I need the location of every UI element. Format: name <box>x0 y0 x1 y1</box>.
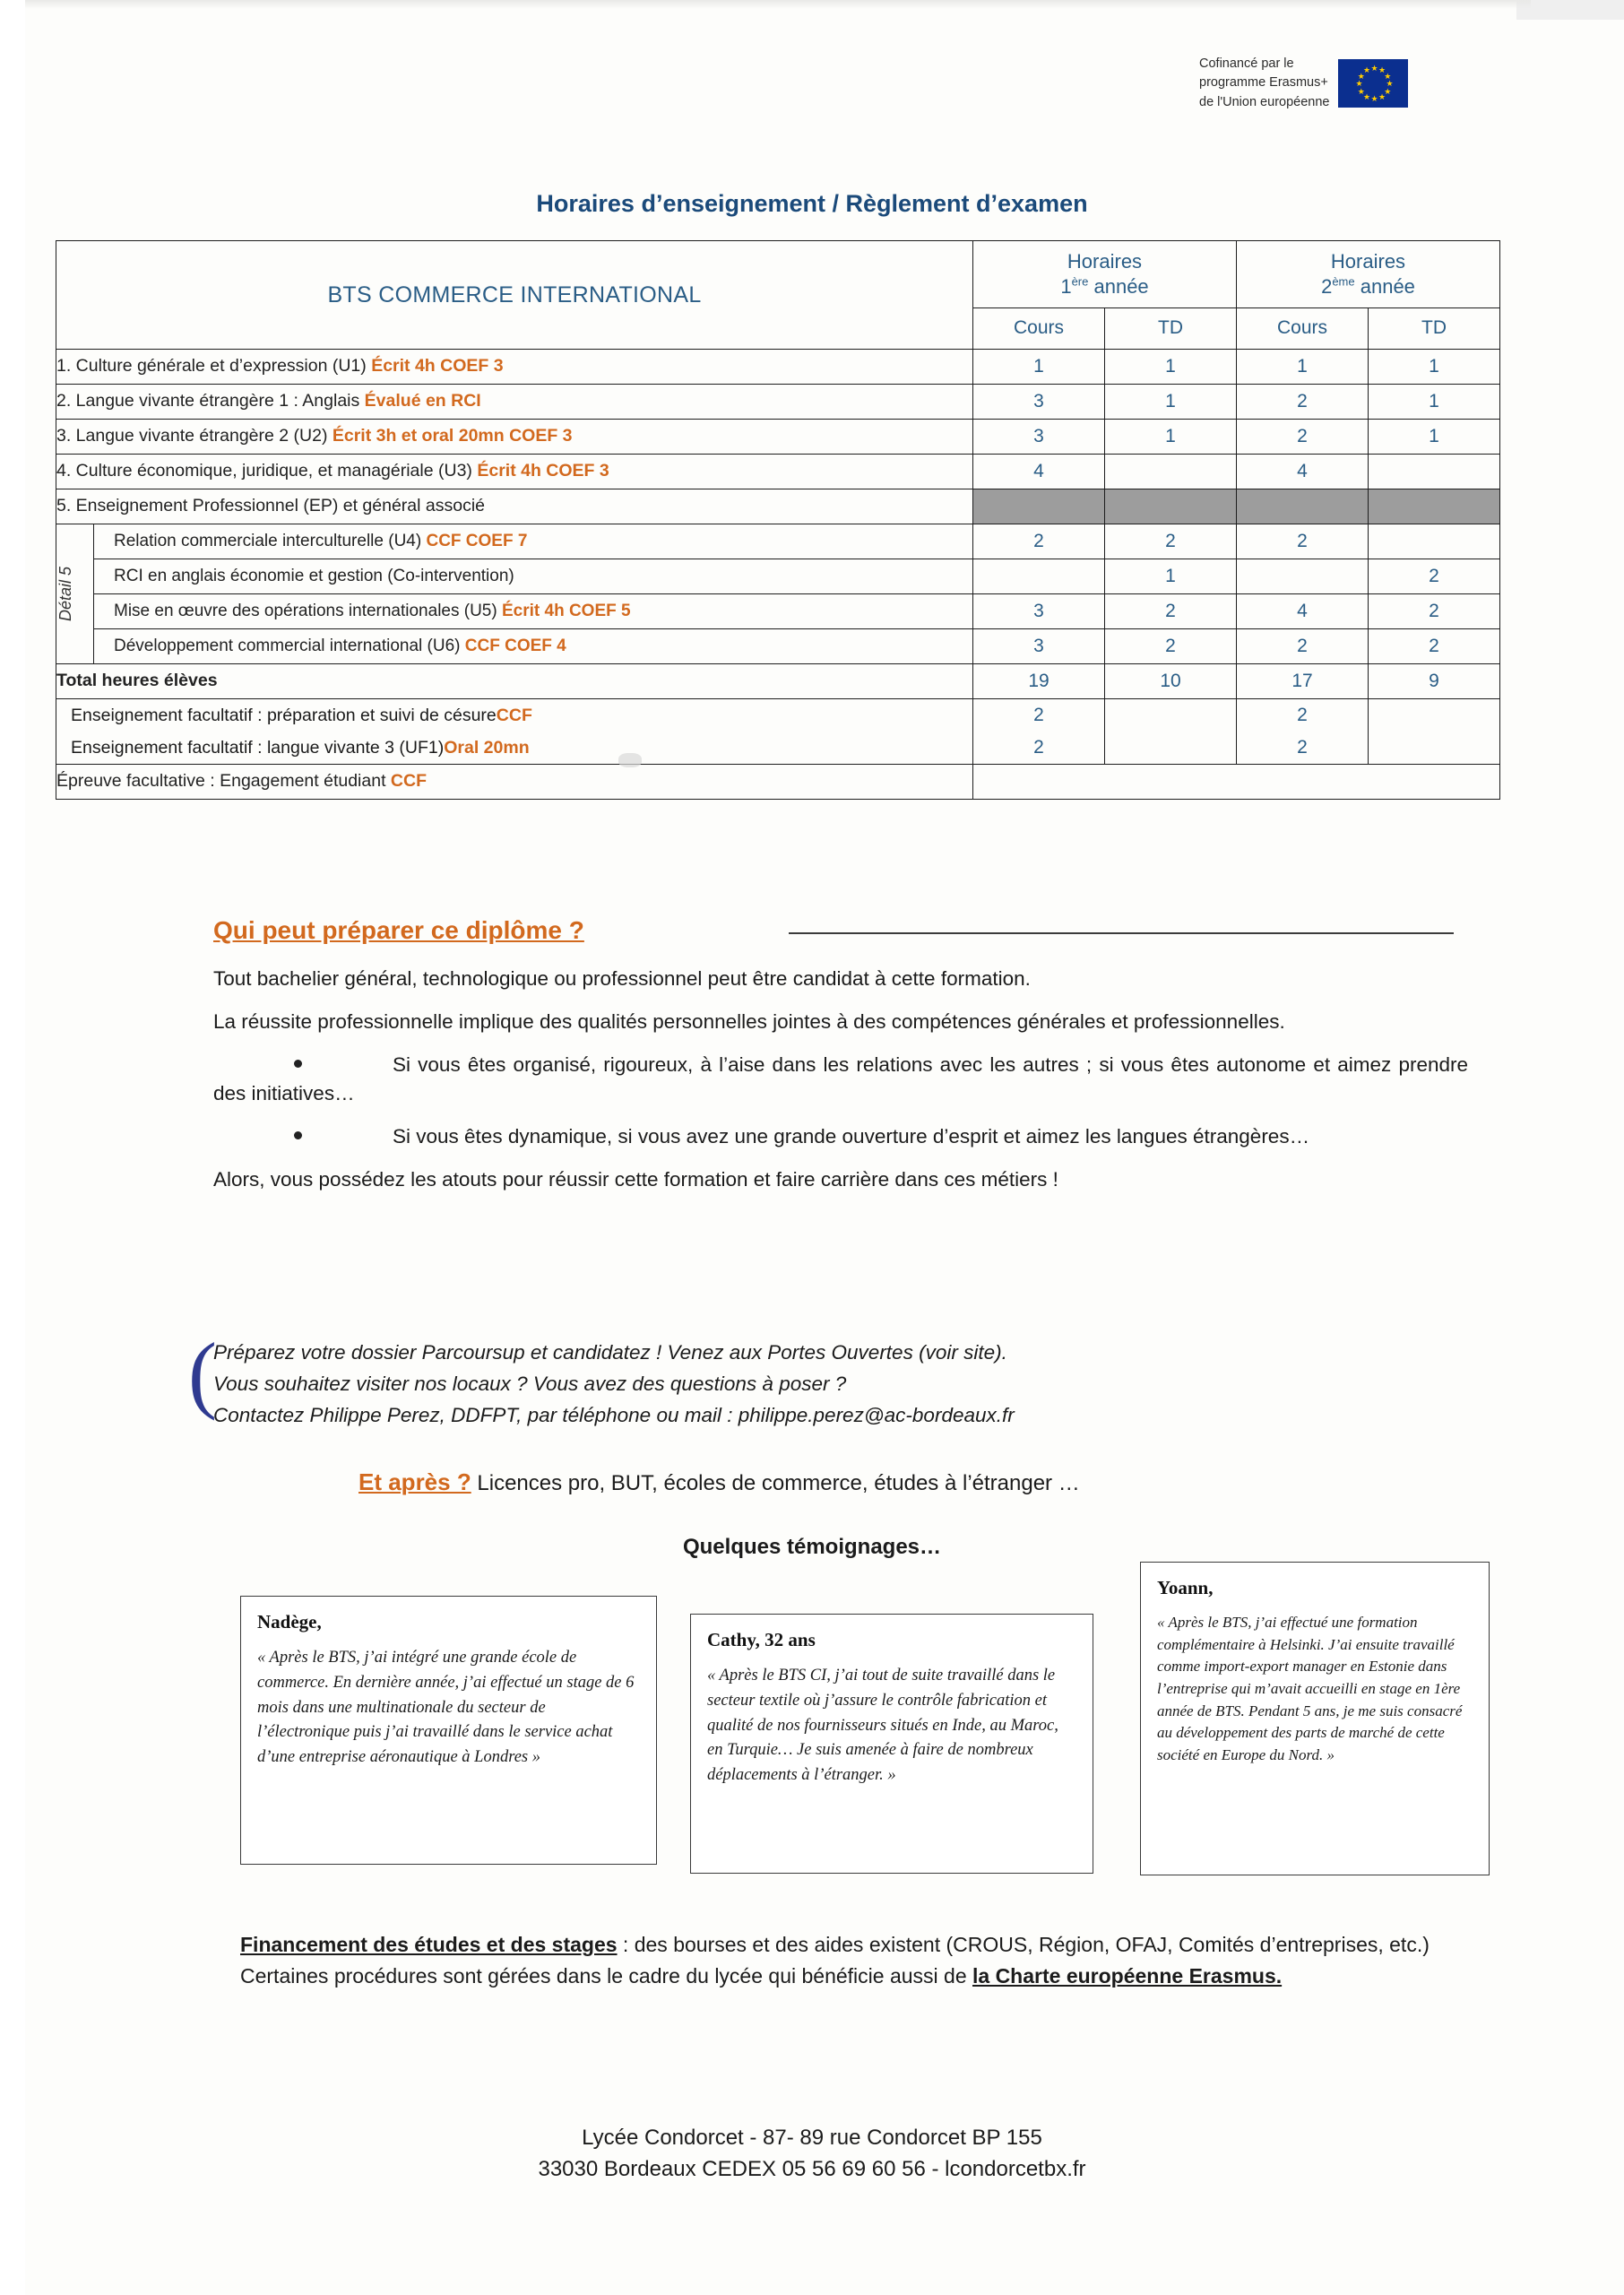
optional-2-c1: 2 <box>1033 737 1044 758</box>
row-label-1 <box>56 350 973 385</box>
testimonial-quote: « Après le BTS CI, j’ai tout de suite travaillé dans le secteur textile où j’assure le contrôle fabrication et qualité de nos fournisseurs situés en Inde, au Maroc, en Turquie… Je suis amenée à faire de nombreux déplacements à l’étranger. » <box>707 1667 1058 1784</box>
optional-label-1-accent: CCF <box>496 705 532 725</box>
row-4-c2: 4 <box>1237 455 1369 489</box>
total-c1: 19 <box>973 664 1105 699</box>
optional-1-t1 <box>1105 699 1236 732</box>
contact-line-3: Contactez Philippe Perez, DDFPT, par téléphone ou mail : philippe.perez@ac-bordeaux.fr <box>213 1403 1015 1426</box>
section-et-apres <box>358 1468 1479 1496</box>
row-ep-c1 <box>973 489 1105 524</box>
row-label-4 <box>56 455 973 489</box>
qui-bullet-list <box>213 1051 1468 1151</box>
testimonial-card <box>1140 1562 1490 1875</box>
testimonial-card <box>240 1596 657 1865</box>
row-label-4-accent: Écrit 4h COEF 3 <box>477 461 609 481</box>
eu-star-icon: ★ <box>1362 65 1371 75</box>
optional-labels <box>56 699 973 765</box>
section-qui-peut-preparer <box>213 916 1468 1208</box>
row-3-t2: 1 <box>1369 420 1500 455</box>
header-year-2 <box>1237 241 1500 308</box>
contact-line-1: Préparez votre dossier Parcoursup et candidatez ! Venez aux Portes Ouvertes (voir site). <box>213 1341 1007 1364</box>
table-row <box>56 455 1500 489</box>
erasmus-caption <box>1199 55 1329 111</box>
table-row <box>56 420 1500 455</box>
table-row-optional <box>56 699 1500 765</box>
testimonial-card <box>690 1614 1093 1874</box>
row-label-2-plain: 2. Langue vivante étrangère 1 : Anglais <box>56 391 365 411</box>
contact-block <box>188 1325 1459 1432</box>
row-4-t1 <box>1105 455 1237 489</box>
header-year-1-label: Horaires <box>1067 250 1143 273</box>
table-header-row-1 <box>56 241 1500 308</box>
header-y2-cours: Cours <box>1237 307 1369 349</box>
detail-4-c1: 3 <box>973 629 1105 664</box>
temoignages-heading: Quelques témoignages… <box>682 1535 942 1559</box>
footer-line-2: 33030 Bordeaux CEDEX 05 56 69 60 56 - lcondorcetbx.fr <box>538 2156 1086 2181</box>
eu-star-icon: ★ <box>1378 65 1386 75</box>
detail-label-2: RCI en anglais économie et gestion (Co-intervention) <box>94 559 973 594</box>
schedule-table <box>56 240 1500 800</box>
row-ep-c2 <box>1237 489 1369 524</box>
bullet-dot-icon <box>294 1131 302 1139</box>
row-ep-t1 <box>1105 489 1237 524</box>
detail-label-3-plain: Mise en œuvre des opérations internationales (U5) <box>114 601 502 620</box>
row-label-3-accent: Écrit 3h et oral 20mn COEF 3 <box>332 426 573 446</box>
eu-star-icon: ★ <box>1357 86 1365 96</box>
row-label-3-plain: 3. Langue vivante étrangère 2 (U2) <box>56 426 333 446</box>
row-1-c2: 1 <box>1237 350 1369 385</box>
header-y1-td: TD <box>1105 307 1237 349</box>
row-label-1-accent: Écrit 4h COEF 3 <box>371 356 504 377</box>
qui-bullet-1: Si vous êtes organisé, rigoureux, à l’aise dans les relations avec les autres ; si vous êtes autonome et aimez prendre des initiatives… <box>213 1052 1468 1104</box>
heading-underline-rule <box>789 932 1454 934</box>
eu-star-icon: ★ <box>1370 94 1378 103</box>
section-financement <box>240 1929 1495 1991</box>
optional-1-t2 <box>1369 699 1499 732</box>
erasmus-line-1: Cofinancé par le <box>1199 56 1294 72</box>
optional-label-1 <box>56 699 972 732</box>
detail-2-t2: 2 <box>1369 559 1500 594</box>
detail-2-c2 <box>1237 559 1369 594</box>
erasmus-line-2: programme Erasmus+ <box>1199 75 1328 91</box>
detail-1-t1: 2 <box>1105 524 1237 559</box>
table-row <box>56 385 1500 420</box>
eu-star-icon: ★ <box>1357 71 1365 81</box>
row-2-t1: 1 <box>1105 385 1237 420</box>
eu-flag-icon <box>1338 59 1408 108</box>
scan-smudge <box>618 753 642 767</box>
optional-c1-stack <box>973 699 1105 765</box>
eu-star-icon: ★ <box>1384 86 1392 96</box>
page-left-margin <box>0 0 25 2295</box>
row-4-c1: 4 <box>973 455 1105 489</box>
optional-c2-stack <box>1237 699 1369 765</box>
financement-heading: Financement des études et des stages <box>240 1933 618 1956</box>
curly-brace-icon: ( <box>188 1325 217 1421</box>
row-2-t2: 1 <box>1369 385 1500 420</box>
detail-label-3 <box>94 594 973 629</box>
row-2-c2: 2 <box>1237 385 1369 420</box>
row-1-c1: 1 <box>973 350 1105 385</box>
optional-1-c1: 2 <box>1033 705 1044 725</box>
row-1-t1: 1 <box>1105 350 1237 385</box>
optional-2-c2: 2 <box>1297 737 1308 758</box>
table-corner-title: BTS COMMERCE INTERNATIONAL <box>56 241 973 350</box>
detail-1-t2 <box>1369 524 1500 559</box>
detail-label-3-accent: Écrit 4h COEF 5 <box>501 601 631 620</box>
last-row-empty <box>973 765 1500 800</box>
detail-3-t2: 2 <box>1369 594 1500 629</box>
header-y2-td: TD <box>1369 307 1500 349</box>
detail-5-side-label <box>56 524 94 664</box>
footer-address <box>0 2123 1624 2186</box>
table-row-ep <box>56 489 1500 524</box>
schedule-table-wrapper <box>56 240 1500 800</box>
detail-4-c2: 2 <box>1237 629 1369 664</box>
list-item <box>213 1122 1468 1151</box>
contact-line-2: Vous souhaitez visiter nos locaux ? Vous avez des questions à poser ? <box>213 1372 847 1395</box>
et-apres-text: Licences pro, BUT, écoles de commerce, études à l’étranger … <box>471 1471 1080 1495</box>
detail-4-t1: 2 <box>1105 629 1237 664</box>
testimonial-author: Yoann, <box>1157 1577 1214 1598</box>
qui-paragraph-2: La réussite professionnelle implique des qualités personnelles jointes à des compétences générales et professionnelles. <box>213 1009 1285 1033</box>
section-heading-qui: Qui peut préparer ce diplôme ? <box>213 916 584 944</box>
last-row-label <box>56 765 973 800</box>
detail-label-1-plain: Relation commerciale interculturelle (U4) <box>114 531 427 550</box>
last-row-label-accent: CCF <box>390 771 427 792</box>
testimonial-author: Cathy, 32 ans <box>707 1629 816 1650</box>
optional-t2-stack <box>1369 699 1500 765</box>
optional-label-2-plain: Enseignement facultatif : langue vivante 3 (UF1) <box>71 737 445 758</box>
table-row <box>56 629 1500 664</box>
table-row-last <box>56 765 1500 800</box>
scan-shadow <box>25 0 1531 9</box>
total-t2: 9 <box>1369 664 1500 699</box>
row-label-2-accent: Évalué en RCI <box>364 391 481 411</box>
optional-label-2-accent: Oral 20mn <box>444 737 530 758</box>
detail-2-t1: 1 <box>1105 559 1237 594</box>
eu-star-icon: ★ <box>1355 79 1363 88</box>
erasmus-line-3: de l'Union européenne <box>1199 94 1330 109</box>
detail-label-4 <box>94 629 973 664</box>
qui-paragraph-3: Alors, vous possédez les atouts pour réussir cette formation et faire carrière dans ces métiers ! <box>213 1167 1058 1191</box>
header-y1-cours: Cours <box>973 307 1105 349</box>
qui-bullet-2: Si vous êtes dynamique, si vous avez une grande ouverture d’esprit et aimez les langues étrangères… <box>393 1124 1310 1148</box>
bullet-dot-icon <box>294 1060 302 1068</box>
scan-artifact-top-right <box>1516 0 1624 20</box>
row-4-t2 <box>1369 455 1500 489</box>
optional-1-c2: 2 <box>1297 705 1308 725</box>
eu-star-icon: ★ <box>1370 64 1378 73</box>
row-2-c1: 3 <box>973 385 1105 420</box>
row-label-3 <box>56 420 973 455</box>
detail-3-c2: 4 <box>1237 594 1369 629</box>
list-item <box>213 1051 1468 1108</box>
total-c2: 17 <box>1237 664 1369 699</box>
row-label-ep: 5. Enseignement Professionnel (EP) et général associé <box>56 489 973 524</box>
row-3-c2: 2 <box>1237 420 1369 455</box>
total-label: Total heures élèves <box>56 664 973 699</box>
erasmus-logo-block <box>1199 47 1441 120</box>
charte-erasmus-link[interactable]: la Charte européenne Erasmus. <box>972 1963 1283 1988</box>
table-row <box>56 350 1500 385</box>
detail-3-c1: 3 <box>973 594 1105 629</box>
row-label-4-plain: 4. Culture économique, juridique, et managériale (U3) <box>56 461 478 481</box>
row-label-1-plain: 1. Culture générale et d’expression (U1) <box>56 356 372 377</box>
testimonial-author: Nadège, <box>257 1611 322 1632</box>
testimonial-quote: « Après le BTS, j’ai effectué une formation complémentaire à Helsinki. J’ai ensuite travaillé comme import-export manager en Estonie dans l’entreprise qui m’avait accueilli en stage en 1ère année de BTS. Pendant 5 ans, je me suis consacré au développement des parts de marché de cette société en Europe du Nord. » <box>1157 1614 1463 1763</box>
last-row-label-plain: Épreuve facultative : Engagement étudiant <box>56 771 391 792</box>
detail-1-c2: 2 <box>1237 524 1369 559</box>
eu-star-icon: ★ <box>1384 71 1392 81</box>
table-row <box>56 559 1500 594</box>
table-row <box>56 594 1500 629</box>
page-title: Horaires d’enseignement / Règlement d’examen <box>536 190 1088 217</box>
et-apres-label: Et après ? <box>358 1468 471 1495</box>
optional-label-2 <box>56 732 972 764</box>
row-label-2 <box>56 385 973 420</box>
detail-5-text: Détail 5 <box>56 566 74 622</box>
detail-4-t2: 2 <box>1369 629 1500 664</box>
optional-2-t1 <box>1105 732 1236 764</box>
table-row <box>56 524 1500 559</box>
eu-star-icon: ★ <box>1386 79 1394 88</box>
footer-line-1: Lycée Condorcet - 87- 89 rue Condorcet BP 155 <box>582 2126 1042 2150</box>
detail-3-t1: 2 <box>1105 594 1237 629</box>
optional-t1-stack <box>1105 699 1237 765</box>
qui-paragraph-1: Tout bachelier général, technologique ou professionnel peut être candidat à cette formation. <box>213 967 1031 990</box>
eu-star-icon: ★ <box>1378 91 1386 101</box>
detail-label-1 <box>94 524 973 559</box>
detail-label-4-accent: CCF COEF 4 <box>464 636 566 655</box>
row-3-t1: 1 <box>1105 420 1237 455</box>
total-t1: 10 <box>1105 664 1237 699</box>
eu-star-icon: ★ <box>1362 91 1371 101</box>
row-3-c1: 3 <box>973 420 1105 455</box>
detail-label-4-plain: Développement commercial international (U6) <box>114 636 465 655</box>
row-ep-t2 <box>1369 489 1500 524</box>
testimonial-quote: « Après le BTS, j’ai intégré une grande école de commerce. En dernière année, j’ai effectué un stage de 6 mois dans une multinationale du secteur de l’électronique puis j’ai travaillé dans le service achat d’une entreprise aéronautique à Londres » <box>257 1649 635 1766</box>
row-1-t2: 1 <box>1369 350 1500 385</box>
header-year-1-sub: 1ère année <box>1060 274 1149 298</box>
detail-1-c1: 2 <box>973 524 1105 559</box>
financement-text: : des bourses et des aides existent (CROUS, Région, OFAJ, Comités d’entreprises, etc.) Certaines procédures sont gérées dans le cadre du lycée qui bénéficie aussi de <box>240 1933 1430 1988</box>
header-year-2-label: Horaires <box>1330 250 1406 273</box>
detail-label-1-accent: CCF COEF 7 <box>426 531 528 550</box>
header-year-1 <box>973 241 1237 308</box>
optional-label-1-plain: Enseignement facultatif : préparation et suivi de césure <box>71 705 497 725</box>
table-row-total <box>56 664 1500 699</box>
header-year-2-sub: 2ème année <box>1321 274 1415 298</box>
detail-2-c1 <box>973 559 1105 594</box>
optional-2-t2 <box>1369 732 1499 764</box>
